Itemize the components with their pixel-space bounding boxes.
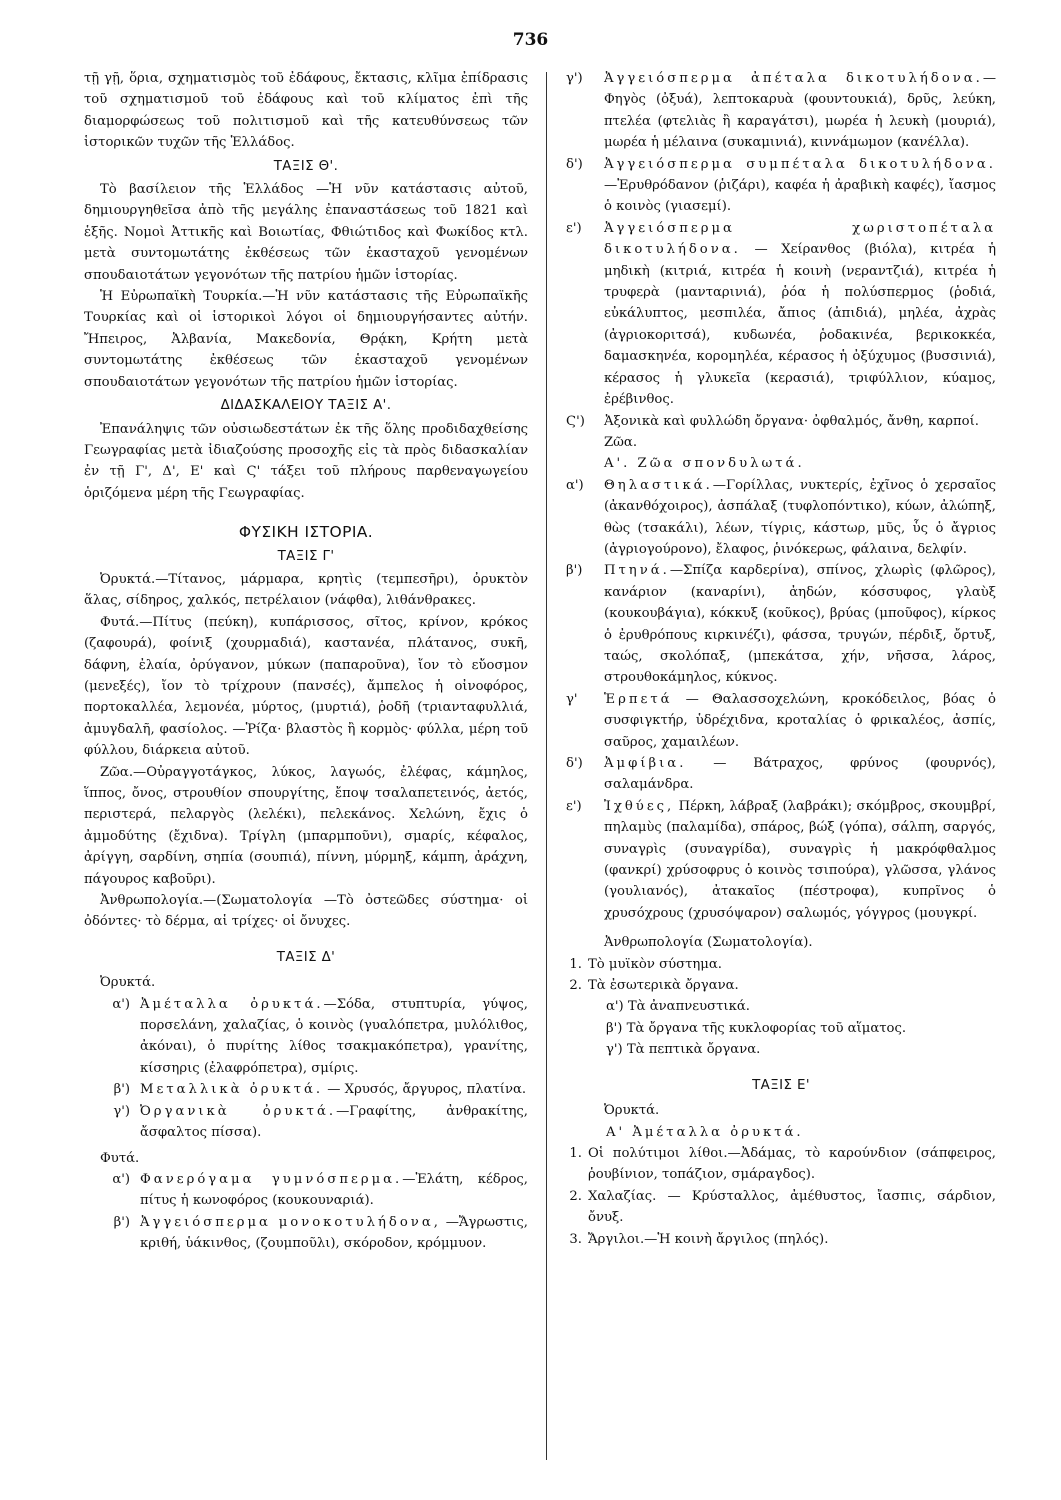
numbered-item <box>566 954 996 975</box>
item-heading: Ἰχθύες, <box>604 798 675 814</box>
right-column <box>566 68 996 1250</box>
paragraph-body: —Πίτυς (πεύκη), κυπάρισσος, σῖτος, κρίνον, κρόκος (ζαφουρά), φοίνιξ (χουρμαδιά), καστανέα, πλάτανος, συκῆ, δάφνη, ἐλαία, ὀρύγανον, μύκων (παπαροῦνα), ἴον τὸ εὔοσμον (μενεξές), ἴον τὸ τρίχρουν (πανσές), ἄμπελος ἡ οἰνοφόρος, πορτοκαλλέα, λεμονέα, μύρτος, (μυρτιά), ῥοδῆ (τριανταφυλλιά, ἀμυγδαλῆ, φασίολος. —Ῥίζα· βλαστὸς ἢ κορμὸς· φύλλα, μέρη τοῦ φύλλου, διάρκεια αὐτοῦ. <box>84 614 528 759</box>
item-heading: Θηλαστικά. <box>604 477 713 493</box>
item-label: δ') <box>566 156 583 172</box>
list-item <box>566 796 996 924</box>
item-text: Τὸ μυϊκὸν σύστημα. <box>588 956 722 972</box>
sub-item: γ') Τὰ πεπτικὰ ὄργανα. <box>606 1042 761 1058</box>
item-text: —Φηγὸς (ὀξυά), λεπτοκαρυὰ (φουντουκιά), δρῦς, λεύκη, πτελέα (φτελιὰς ἢ καραγάτσι), μωρέα ἡ λευκὴ (μουριά), μωρέα ἡ μέλαινα (συκαμινιά), κιννάμωμον (κανέλλα). <box>604 71 996 151</box>
list-item <box>84 1101 528 1144</box>
item-text: Τὰ ἐσωτερικὰ ὄργανα. <box>588 978 739 994</box>
heading-taxis-d: ΤΑΞΙΣ Δ' <box>276 949 336 965</box>
subheading-vertebrates: Α'. Ζῶα σπονδυλωτά. <box>604 456 805 472</box>
item-text: —Γραφίτης, ἀνθρακίτης, ἄσφαλτος πίσσα). <box>140 1103 528 1141</box>
subheading-anthropology: Ἀνθρωπολογία (Σωματολογία). <box>604 935 813 951</box>
item-text: —Γορίλλας, νυκτερίς, ἐχῖνος ὁ χερσαῖος (ἀκανθόχοιρος), ἀσπάλαξ (τυφλοπόντικο), κύων, ἀλώπηξ, θὼς (τσακάλι), λέων, τίγρις, κάστωρ, μῦς, ὗς ὁ ἄγριος (ἀγριογούρονο), ἔλαφος, ῥινόκερως, φάλαινα, δελφίν. <box>604 477 996 557</box>
item-label: β') <box>566 563 583 579</box>
heading-taxis-theta: ΤΑΞΙΣ Θ'. <box>273 158 339 174</box>
item-text: — Χείρανθος (βιόλα), κιτρέα ἡ μηδικὴ (κιτριά, κιτρέα ἡ κοινὴ (νεραντζιά), κιτρέα ἡ τρυφερὰ (μανταρινιά), ῥόα ἡ πολύσπερμος (ῥοδιά, εὐκάλυπτος, μεσπιλέα, ἄπιος (ἀπιδιά), μηλέα, ἀχρὰς (ἀγριοκοριτσά), κυδωνέα, ῥοδακινέα, βερικοκκέα, δαμασκηνέα, κορομηλέα, κέρασος ἡ ὀξύχυμος (βυσσινιά), κέρασος ἡ γλυκεῖα (κερασιά), τριφύλλιον, κύαμος, ἐρέβινθος. <box>604 242 996 408</box>
item-label: γ' <box>566 691 578 707</box>
list-item <box>566 475 996 561</box>
item-number: 2. <box>569 978 582 994</box>
item-text: — Χρυσός, ἄργυρος, πλατίνα. <box>323 1082 527 1098</box>
item-heading: Μεταλλικὰ ὀρυκτά. <box>140 1082 324 1098</box>
list-item <box>566 218 996 411</box>
item-number: 1. <box>569 1145 582 1161</box>
list-item <box>84 994 528 1080</box>
paragraph-anthropology <box>84 890 528 933</box>
item-label: ε') <box>566 798 582 814</box>
paragraph-lead: Ζῶα. <box>100 764 134 780</box>
heading-taxis-e: ΤΑΞΙΣ Ε' <box>752 1077 810 1093</box>
heading-natural-history: ΦΥΣΙΚΗ ΙΣΤΟΡΙΑ. <box>238 523 374 542</box>
subheading-minerals: Ὀρυκτά. <box>100 975 156 991</box>
column-divider <box>546 72 547 1460</box>
list-item <box>566 560 996 688</box>
item-heading: Ἀμφίβια. <box>604 756 687 771</box>
item-text: Χαλαζίας. — Κρύσταλλος, ἀμέθυστος, ἴασπις, σάρδιον, ὄνυξ. <box>588 1188 996 1226</box>
item-heading: Ἀγγειόσπερμα ἀπέταλα δικοτυλήδονα. <box>604 71 983 86</box>
item-label: Ϛ') <box>566 413 585 429</box>
item-heading: Ἀγγειόσπερμα μονοκοτυλήδονα, <box>140 1214 441 1230</box>
list-item <box>566 154 996 218</box>
paragraph-lead: Ἡ Εὐρωπαϊκὴ Τουρκία. <box>100 289 263 305</box>
item-text: —Σπίζα καρδερίνα), σπίνος, χλωρὶς (φλῶρος), κανάριον (καναρίνι), ἀηδών, κόσσυφος, γλαὺξ (κουκουβάγια), κόκκυξ (κοῦκος), βρύας (μποῦφος), κίρκος ὁ ἐρυθρόπους κιρκινέζι), φάσσα, τρυγών, πέρδιξ, ὄρτυξ, ταώς, σκολόπαξ, (μπεκάτσα, χήν, νῆσσα, λάρος, στρουθοκάμηλος, κύκνος. <box>604 563 996 686</box>
heading-taxis-g: ΤΑΞΙΣ Γ' <box>277 548 335 564</box>
subheading-animals: Ζῶα. <box>604 434 638 450</box>
item-text: —Σόδα, στυπτυρία, γύψος, πορσελάνη, χαλαζίας, ὁ κοινὸς (γυαλόπετρα, μυλόλιθος, ἀκόναι), ὁ πυρίτης λίθος τσακμακόπετρα), γρανίτης, κίσσηρις (ἐλαφρόπετρα), σμίρις. <box>140 996 528 1076</box>
item-heading: Ἀγγειόσπερμα συμπέταλα δικοτυλήδονα. <box>604 156 996 172</box>
item-label: α') <box>112 996 130 1012</box>
sub-item: α') Τὰ ἀναπνευστικά. <box>606 999 750 1015</box>
item-number: 2. <box>569 1188 582 1204</box>
item-heading: Ὀργανικὰ ὀρυκτά. <box>140 1103 337 1119</box>
paragraph-kingdom-greece <box>84 179 528 286</box>
list-item <box>84 1212 528 1255</box>
item-text: Οἱ πολύτιμοι λίθοι.—Ἀδάμας, τὸ καρούνδιον (σάπφειρος, ῥουβίνιον, τοπάζιον, σμάραγδος). <box>588 1145 996 1183</box>
paragraph-body: —Ἡ νῦν κατάστασις τῆς Εὐρωπαϊκῆς Τουρκίας καὶ οἱ ἱστορικοὶ λόγοι οἱ δημιουργήσαντες αὐτήν. Ἤπειρος, Ἀλβανία, Μακεδονία, Θρᾴκη, Κρήτη μετὰ συντομωτάτης ἐκθέσεως τῶν ἑκασταχοῦ γενομένων σπουδαιοτάτων γεγονότων τῆς πατρίου ἡμῶν ἱστορίας. <box>84 289 528 390</box>
paragraph-review: Ἐπανάληψις τῶν οὐσιωδεστάτων ἐκ τῆς ὅλης προδιδαχθείσης Γεωγραφίας μετὰ ἰδιαζούσης προσοχῆς εἰς τὰ πρὸς διδασκαλίαν ἐν τῇ Γ', Δ', Ε' καὶ Ϛ' τάξει τοῦ πλήρους παρθεναγωγείου ὁριζόμενα μέρη τῆς Γεωγραφίας. <box>84 421 528 501</box>
item-label: β') <box>113 1082 130 1098</box>
paragraph-plants <box>84 612 528 762</box>
item-label: β') <box>113 1214 130 1230</box>
list-item <box>566 689 996 753</box>
item-number: 3. <box>569 1231 582 1247</box>
item-label: α') <box>566 477 584 493</box>
item-text: —Ἐλάτη, κέδρος, πίτυς ἡ κωνοφόρος (κουκουναριά). <box>140 1171 528 1209</box>
sub-item: β') Τὰ ὄργανα τῆς κυκλοφορίας τοῦ αἵματος. <box>606 1020 907 1036</box>
paragraph-body: —Ἡ νῦν κατάστασις αὐτοῦ, δημιουργηθεῖσα ἀπὸ τῆς μεγάλης ἐπαναστάσεως τοῦ 1821 καὶ ἑξῆς. Νομοὶ Ἀττικῆς καὶ Βοιωτίας, Φθιώτιδος καὶ Φωκίδος κτλ. μετὰ συντομωτάτης ἐκθέσεως τῶν ἑκασταχοῦ γενομένων σπουδαιοτάτων γεγονότων τῆς πατρίου ἡμῶν ἱστορίας. <box>84 182 528 283</box>
left-column <box>84 68 528 1255</box>
subheading-nonmetallic: Α' Ἀμέταλλα ὀρυκτά. <box>606 1124 804 1140</box>
item-number: 1. <box>569 956 582 972</box>
item-label: γ') <box>113 1103 130 1119</box>
list-item <box>84 1079 528 1100</box>
paragraph-lead: Φυτά. <box>100 614 140 630</box>
paragraph-european-turkey <box>84 286 528 393</box>
paragraph-body: —Τίτανος, μάρμαρα, κρητὶς (τεμπεσῆρι), ὀρυκτὸν ἅλας, σίδηρος, χαλκός, πετρέλαιον (νάφθα), λιθάνθρακες. <box>84 571 528 609</box>
paragraph-body: —Οὐραγγοτάγκος, λύκος, λαγωός, ἐλέφας, κάμηλος, ἵππος, ὄνος, στρουθίον σπουργίτης, ἔποψ τσαλαπετεινός, ἀετός, περιστερά, πελαργὸς (λελέκι), πελεκάνος. Χελώνη, ἔχις ὁ ἀμμοδύτης (ἔχιδνα). Τρίγλη (μπαρμποῦνι), σμαρίς, κέφαλος, ἀρίγγη, σαρδίνη, σηπία (σουπιά), πίννη, μύρμηξ, κάμπη, ἀράχνη, πάγουρος καβοῦρι). <box>84 764 528 887</box>
item-text: Πέρκη, λάβραξ (λαβράκι); σκόμβρος, σκουμβρί, πηλαμὺς (παλαμίδα), σπάρος, βώξ (γόπα), σάλπη, σαργός, συναγρὶς (συναγρίδα), συναγρὶς ἡ μακρόφθαλμος (φανκρί) χρύσοφρυς ὁ κοινὸς τσιπούρα), γλῶσσα, γλάνος (γουλιανός), ἀτακαῖος (πέστροφα), κυπρῖνος ὁ χρυσόχρους (χρυσόψαρον) σαλωμός, γόγγρος (μουγκρί. <box>604 798 996 921</box>
item-heading: Πτηνά. <box>604 563 670 579</box>
numbered-item <box>566 975 996 996</box>
list-item <box>84 1169 528 1212</box>
spacer <box>566 924 996 932</box>
item-text: —Ἐρυθρόδανον (ῥιζάρι), καφέα ἡ ἀραβικὴ καφές), ἴασμος ὁ κοινὸς (γιασεμί). <box>604 178 996 215</box>
item-label: δ') <box>566 756 583 771</box>
paragraph-lead: Τὸ βασίλειον τῆς Ἑλλάδος <box>100 182 304 198</box>
page-number: 736 <box>512 30 549 50</box>
item-heading: Ἀμέταλλα ὀρυκτά. <box>140 996 324 1012</box>
item-text: —Ἄγρωστις, κριθή, ὑάκινθος, (ζουμποῦλι), σκόροδον, κρόμμυον. <box>140 1214 528 1252</box>
paragraph-animals <box>84 762 528 890</box>
list-item <box>566 68 996 154</box>
paragraph-lead: Ὀρυκτά. <box>100 571 156 587</box>
item-heading: Ἀγγειόσπερμα χωριστοπέταλα δικοτυλήδονα. <box>604 220 996 258</box>
paragraph-body: —(Σωματολογία —Τὸ ὀστεῶδες σύστημα· οἱ ὀδόντες· τὸ δέρμα, αἱ τρίχες· οἱ ὄνυχες. <box>84 893 528 930</box>
item-text: Ἄργιλοι.—Ἡ κοινὴ ἄργιλος (πηλός). <box>588 1231 829 1247</box>
paragraph-geography-intro: τῇ γῇ, ὅρια, σχηματισμὸς τοῦ ἐδάφους, ἔκτασις, κλῖμα ἐπίδρασις τοῦ σχηματισμοῦ τοῦ ἐδάφους καὶ τοῦ κλίματος ἐπὶ τῆς διαμορφώσεως τοῦ πολιτισμοῦ καὶ τῆς κατευθύνσεως τῶν ἱστορικῶν τυχῶν τῆς Ἑλλάδος. <box>84 71 528 151</box>
numbered-item <box>566 1186 996 1229</box>
subheading-minerals: Ὀρυκτά. <box>604 1103 660 1119</box>
paragraph-minerals <box>84 569 528 612</box>
numbered-item <box>566 1143 996 1186</box>
item-text: Ἀξονικὰ καὶ φυλλώδη ὄργανα· ὀφθαλμός, ἄνθη, καρποί. <box>604 413 979 429</box>
item-text: — Θαλασσοχελώνη, κροκόδειλος, βόας ὁ συσφιγκτήρ, ὑδρέχιδνα, κροταλίας ὁ φρικαλέος, ἀσπίς, σαῦρος, χαμαιλέων. <box>604 691 996 750</box>
paragraph-lead: Ἀνθρωπολογία. <box>100 893 204 909</box>
item-text: — Βάτραχος, φρύνος (φουρνός), σαλαμάνδρα. <box>604 756 996 793</box>
item-label: γ') <box>566 71 583 86</box>
item-heading: Φανερόγαμα γυμνόσπερμα. <box>140 1171 403 1187</box>
list-item <box>566 411 996 432</box>
item-label: ε') <box>566 220 582 236</box>
subheading-plants: Φυτά. <box>100 1150 140 1166</box>
item-label: α') <box>112 1171 130 1187</box>
list-item <box>566 753 996 796</box>
numbered-item <box>566 1229 996 1250</box>
heading-didaskaleiou: ΔΙΔΑΣΚΑΛΕΙΟΥ ΤΑΞΙΣ Α'. <box>220 398 392 414</box>
item-heading: Ἑρπετά <box>604 691 673 707</box>
